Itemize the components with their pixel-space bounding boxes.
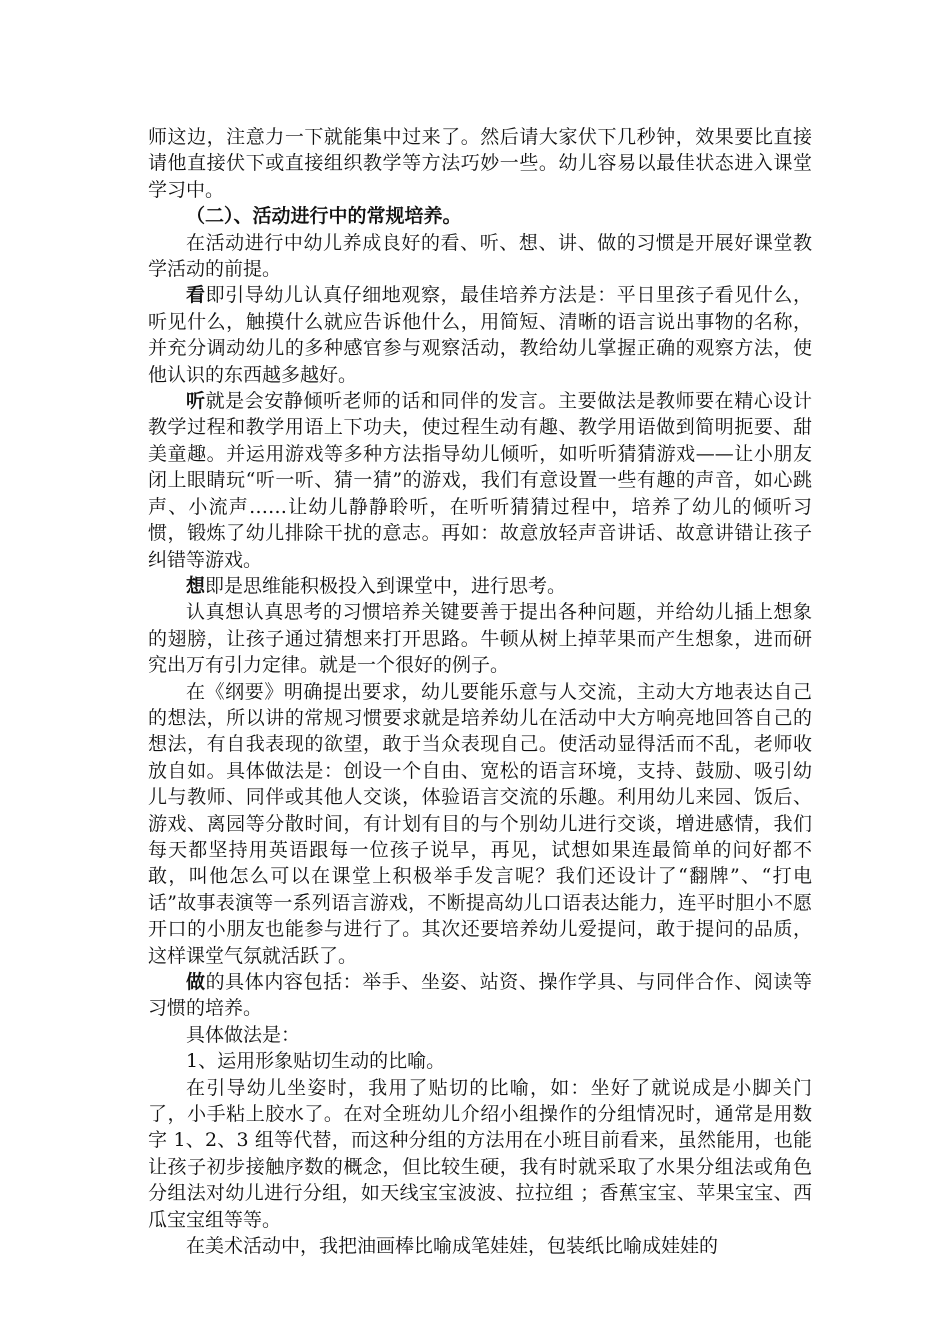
document-page [148, 124, 812, 1259]
paragraph-text: 认真想认真思考的习惯培养关键要善于提出各种问题，并给幼儿插上想象的翅膀，让孩子通过猜想来打开思路。牛顿从树上掉苹果而产生想象，进而研究出万有引力定律。就是一个很好的例子。 [148, 601, 812, 677]
paragraph-continuation [148, 124, 812, 203]
paragraph-speak [148, 679, 812, 969]
paragraph-text: 1、运用形象贴切生动的比喻。 [186, 1050, 446, 1073]
paragraph-text: 在活动进行中幼儿养成良好的看、听、想、讲、做的习惯是开展好课堂教学活动的前提。 [148, 231, 812, 281]
paragraph-text: 师这边，注意力一下就能集中过来了。然后请大家伏下几秒钟，效果要比直接请他直接伏下或直接组织教学等方法巧妙一些。幼儿容易以最佳状态进入课堂学习中。 [148, 126, 812, 201]
heading-text: （二）、活动进行中的常规培养。 [186, 205, 462, 228]
paragraph-metaphor [148, 1075, 812, 1233]
paragraph-text: 就是会安静倾听老师的话和同伴的发言。主要做法是教师要在精心设计教学过程和教学用语上下功夫，使过程生动有趣、教学用语做到简明扼要、甜美童趣。并运用游戏等多种方法指导幼儿倾听，如听听猜猜游戏——让小朋友闭上眼睛玩“听一听、猜一猜”的游戏，我们有意设置一些有趣的声音，如心跳声、小流声……让幼儿静静聆听，在听听猜猜过程中，培养了幼儿的倾听习惯，锻炼了幼儿排除干扰的意志。再如：故意放轻声音讲话、故意讲错让孩子纠错等游戏。 [148, 390, 812, 571]
paragraph-text: 即是思维能积极投入到课堂中，进行思考。 [205, 574, 567, 597]
paragraph-look [148, 282, 812, 388]
paragraph-do [148, 969, 812, 1022]
paragraph-item-1 [148, 1048, 812, 1074]
paragraph-lead: 看 [186, 284, 206, 307]
paragraph-think-detail [148, 599, 812, 678]
paragraph-think [148, 573, 812, 599]
paragraph-text: 在美术活动中，我把油画棒比喻成笔娃娃，包装纸比喻成娃娃的 [186, 1235, 719, 1258]
paragraph-listen [148, 388, 812, 573]
paragraph-text: 即引导幼儿认真仔细地观察，最佳培养方法是：平日里孩子看见什么，听见什么，触摸什么就应告诉他什么，用简短、清晰的语言说出事物的名称，并充分调动幼儿的多种感官参与观察活动，教给幼儿掌握正确的观察方法，使他认识的东西越多越好。 [148, 284, 812, 386]
section-heading [148, 203, 812, 229]
paragraph-lead: 听 [186, 390, 206, 413]
paragraph-text: 在引导幼儿坐姿时，我用了贴切的比喻，如：坐好了就说成是小脚关门了，小手粘上胶水了。在对全班幼儿介绍小组操作的分组情况时，通常是用数字 1、2、3 组等代替，而这种分组的方法用在小班目前看来，虽然能用，也能让孩子初步接触序数的概念，但比较生硬，我有时就采取了水果分组法或角色分组法对幼儿进行分组，如天线宝宝波波、拉拉组 ；香蕉宝宝、苹果宝宝、西瓜宝宝组等等。 [148, 1076, 812, 1231]
paragraph-method [148, 1022, 812, 1048]
paragraph-intro [148, 230, 812, 283]
paragraph-lead: 做 [186, 971, 206, 993]
paragraph-lead: 想 [186, 574, 206, 597]
paragraph-text: 在《纲要》明确提出要求，幼儿要能乐意与人交流，主动大方地表达自己的想法，所以讲的常规习惯要求就是培养幼儿在活动中大方响亮地回答自己的想法，有自我表现的欲望，敢于当众表现自己。使活动显得活而不乱，老师收放自如。具体做法是：创设一个自由、宽松的语言环境，支持、鼓励、吸引幼儿与教师、同伴或其他人交谈，体验语言交流的乐趣。利用幼儿来园、饭后、游戏、离园等分散时间，有计划有目的与个别幼儿进行交谈，增进感情，我们每天都坚持用英语跟每一位孩子说早，再见，试想如果连最简单的问好都不敢，叫他怎么可以在课堂上积极举手发言呢？我们还设计了“翻牌”、“打电话”故事表演等一系列语言游戏，不断提高幼儿口语表达能力，连平时胆小不愿开口的小朋友也能参与进行了。其次还要培养幼儿爱提问，敢于提问的品质，这样课堂气氛就活跃了。 [148, 680, 812, 967]
paragraph-text: 具体做法是： [186, 1023, 301, 1046]
paragraph-text: 的具体内容包括：举手、坐姿、站资、操作学具、与同伴合作、阅读等习惯的培养。 [148, 971, 812, 1020]
paragraph-art [148, 1233, 812, 1259]
